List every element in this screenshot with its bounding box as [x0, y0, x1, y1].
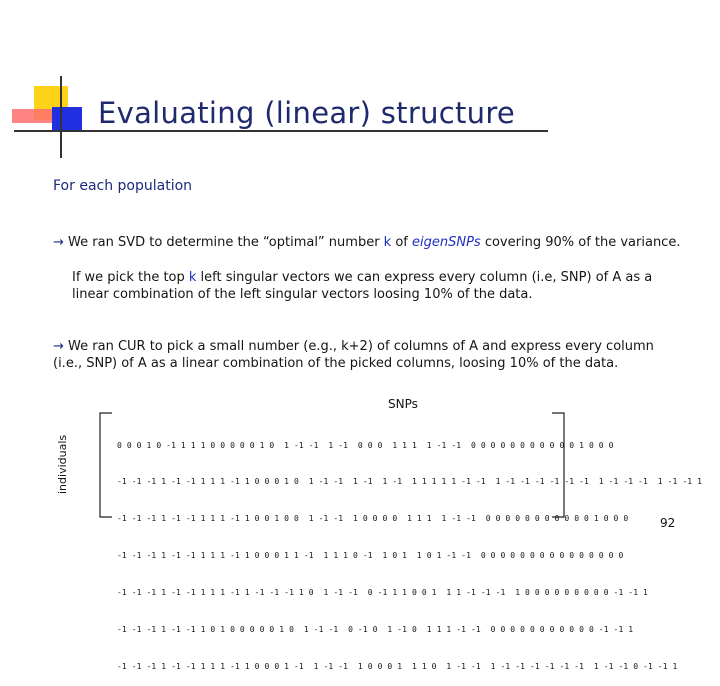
detail-k: k	[188, 270, 197, 285]
matrix-row: -1 -1 -1 1 -1 -1 1 1 1 -1 1 0 0 1 0 0 1 -1 -1 1 0 0 0 0 1 1 1 1 -1 -1 0 0 0 0 0 0 0 0 0 0 0 1 0 0 0	[117, 514, 629, 524]
detail-pre: If we pick the top	[72, 270, 189, 285]
matrix-row: -1 -1 -1 1 -1 -1 1 0 1 0 0 0 0 0 1 0 1 -1 -1 0 -1 0 1 -1 0 1 1 1 -1 -1 0 0 0 0 0 0 0 0 0 0 0 -1 -1 1	[117, 625, 634, 635]
page-number: 92	[660, 516, 676, 530]
decor-red-bar	[12, 109, 56, 123]
snp-matrix	[117, 415, 702, 686]
arrow-icon: →	[53, 339, 64, 354]
bullet-svd-of: of	[391, 235, 412, 250]
bullet-svd	[53, 234, 680, 251]
decor-blue-square	[52, 107, 82, 131]
bullet-svd-eigensnps: eigenSNPs	[412, 235, 481, 250]
bullet-svd-text: We ran SVD to determine the “optimal” number	[63, 235, 384, 250]
matrix-row: -1 -1 -1 1 -1 -1 1 1 1 -1 1 0 0 0 1 -1 1 -1 -1 1 0 0 0 1 1 1 0 1 -1 -1 1 -1 -1 -1 -1 -1 -1 1 -1 -1 0 -1 -1 1	[117, 661, 678, 671]
detail-line2: linear combination of the left singular vectors loosing 10% of the data.	[72, 287, 533, 302]
matrix-row: 0 0 0 1 0 -1 1 1 1 0 0 0 0 0 1 0 1 -1 -1 1 -1 0 0 0 1 1 1 1 -1 -1 0 0 0 0 0 0 0 0 0 0 0 1 0 0 0	[117, 440, 614, 450]
matrix-row-label: individuals	[56, 434, 69, 494]
bullet-svd-detail	[72, 269, 652, 303]
title-underline	[14, 130, 548, 132]
bullet-svd-k: k	[383, 235, 392, 250]
slide-title: Evaluating (linear) structure	[98, 96, 516, 130]
decor-vertical-line	[60, 76, 62, 158]
matrix-row: -1 -1 -1 1 -1 -1 1 1 1 -1 1 -1 -1 -1 1 0 1 -1 -1 0 -1 1 1 0 0 1 1 1 -1 -1 -1 1 0 0 0 0 0 0 0 0 0 -1 -1 1	[117, 588, 648, 598]
matrix-row: -1 -1 -1 1 -1 -1 1 1 1 -1 1 0 0 0 1 1 -1 1 1 1 0 -1 1 0 1 1 0 1 -1 -1 0 0 0 0 0 0 0 0 0 0 0 0 0 0 0	[117, 551, 624, 561]
bullet-cur	[53, 338, 654, 372]
slide-subtitle: For each population	[53, 178, 193, 194]
bullet-cur-text: We ran CUR to pick a small number (e.g., k+2) of columns of A and express every column	[63, 339, 654, 354]
bullet-cur-line2: (i.e., SNP) of A as a linear combination of the picked columns, loosing 10% of the data.	[53, 356, 619, 371]
arrow-icon: →	[53, 235, 64, 250]
bullet-svd-tail: covering 90% of the variance.	[480, 235, 681, 250]
matrix-row: -1 -1 -1 1 -1 -1 1 1 1 -1 1 0 0 0 1 0 1 -1 -1 1 -1 1 -1 1 1 1 1 1 -1 -1 1 -1 -1 -1 -1 -1 -1 1 -1 -1 -1 1 -1 -1 1	[117, 477, 703, 487]
detail-mid: left singular vectors we can express every column (i.e, SNP) of A as a	[196, 270, 653, 285]
matrix-column-label: SNPs	[388, 397, 418, 411]
